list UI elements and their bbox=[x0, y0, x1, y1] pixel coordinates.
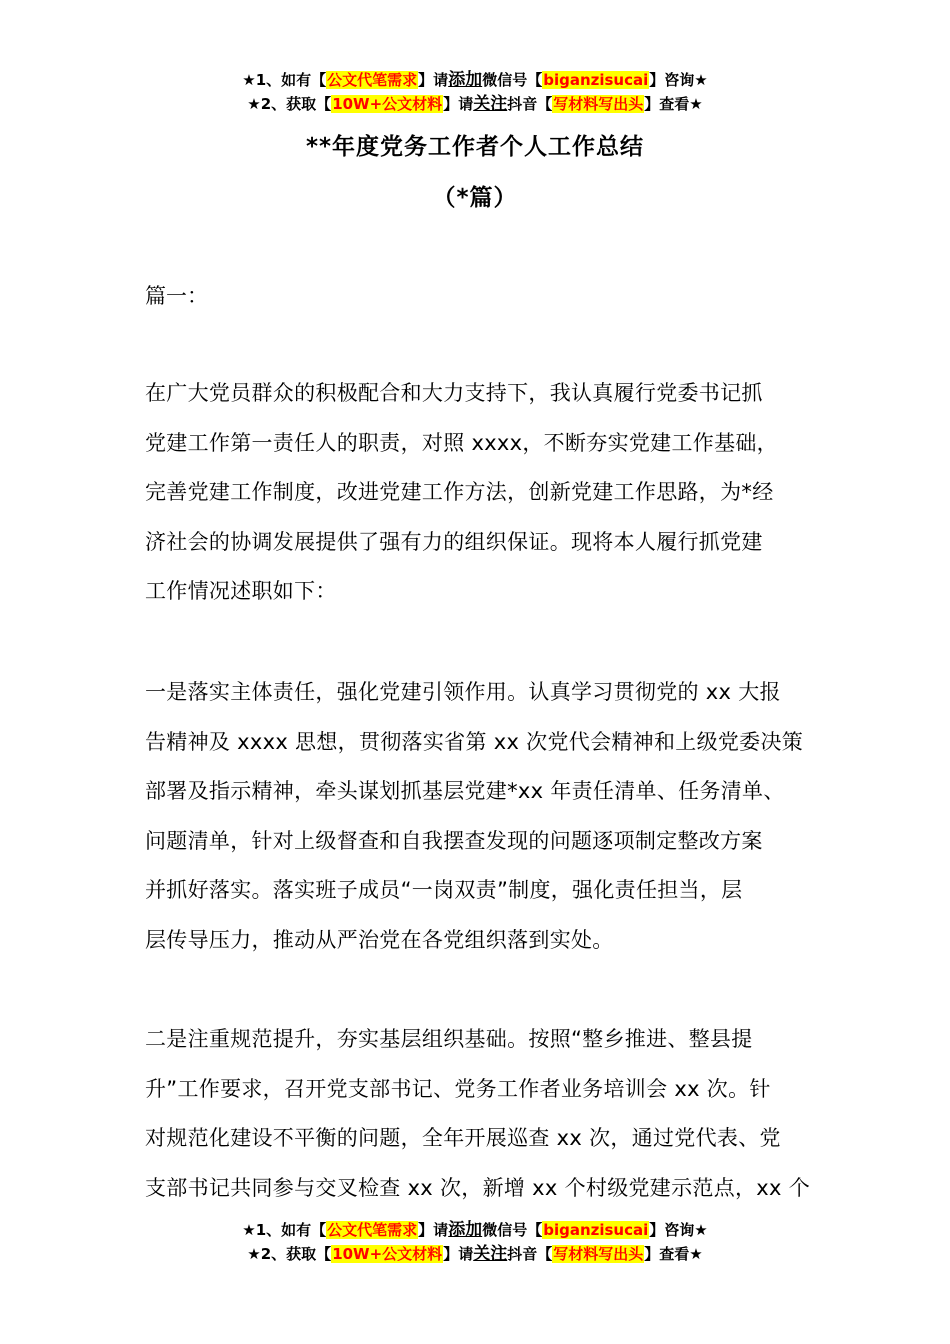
banner-highlight-service: 公文代笔需求 bbox=[327, 1221, 418, 1239]
paragraph-2 bbox=[145, 668, 810, 965]
banner-highlight-materials: 10W+公文材料 bbox=[332, 1245, 443, 1263]
banner-line-2 bbox=[0, 92, 950, 116]
banner-line-1-suffix: 】咨询★ bbox=[649, 1221, 708, 1239]
banner-line-1-prefix: ★1、如有【 bbox=[242, 71, 327, 89]
paragraph-line: 层传导压力，推动从严治党在各党组织落到实处。 bbox=[145, 927, 614, 952]
banner-line-1-prefix: ★1、如有【 bbox=[242, 1221, 327, 1239]
section-label: 篇一： bbox=[145, 284, 208, 308]
bottom-banner bbox=[0, 1218, 950, 1266]
banner-line-2-prefix: ★2、获取【 bbox=[247, 1245, 332, 1263]
banner-line-2-suffix: 】查看★ bbox=[644, 95, 703, 113]
document-subtitle: （*篇） bbox=[432, 185, 518, 211]
banner-line-2-mid1: 】请 bbox=[443, 95, 474, 113]
paragraph-line: 在广大党员群众的积极配合和大力支持下，我认真履行党委书记抓 bbox=[145, 381, 763, 405]
banner-line-2-mid2: 抖音【 bbox=[507, 95, 553, 113]
paragraph-line: 并抓好落实。落实班子成员“一岗双责”制度，强化责任担当，层 bbox=[145, 878, 743, 902]
banner-line-1-mid1: 】请 bbox=[418, 71, 449, 89]
banner-line-1-mid1: 】请 bbox=[418, 1221, 449, 1239]
banner-highlight-service: 公文代笔需求 bbox=[327, 71, 418, 89]
paragraph-3-clip bbox=[140, 1015, 820, 1208]
banner-line-1-mid2: 微信号【 bbox=[482, 1221, 543, 1239]
paragraph-line: 工作情况述职如下： bbox=[145, 579, 337, 603]
banner-highlight-wechat-id: biganzisucai bbox=[543, 1221, 649, 1239]
banner-line-2-prefix: ★2、获取【 bbox=[247, 95, 332, 113]
banner-underline-follow: 关注 bbox=[473, 94, 508, 114]
top-banner bbox=[0, 68, 950, 116]
banner-highlight-douyin-name: 写材料写出头 bbox=[553, 95, 644, 113]
paragraph-line: 二是注重规范提升，夯实基层组织基础。按照“整乡推进、整县提 bbox=[145, 1027, 753, 1051]
paragraph-line: 告精神及 xxxx 思想，贯彻落实省第 xx 次党代会精神和上级党委决策 bbox=[145, 729, 804, 754]
banner-line-1-mid2: 微信号【 bbox=[482, 71, 543, 89]
paragraph-line: 升”工作要求，召开党支部书记、党务工作者业务培训会 xx 次。针 bbox=[145, 1076, 771, 1101]
paragraph-line: 部署及指示精神，牵头谋划抓基层党建*xx 年责任清单、任务清单、 bbox=[145, 779, 785, 803]
paragraph-line: 对规范化建设不平衡的问题，全年开展巡查 xx 次，通过党代表、党 bbox=[145, 1126, 781, 1150]
paragraph-line: 党建工作第一责任人的职责，对照 xxxx，不断夯实党建工作基础， bbox=[145, 430, 778, 455]
banner-line-1 bbox=[0, 1218, 950, 1242]
paragraph-1 bbox=[145, 369, 810, 617]
banner-line-2-mid1: 】请 bbox=[443, 1245, 474, 1263]
banner-underline-follow: 关注 bbox=[473, 1244, 508, 1264]
banner-highlight-materials: 10W+公文材料 bbox=[332, 95, 443, 113]
banner-line-1 bbox=[0, 68, 950, 92]
paragraph-line: 济社会的协调发展提供了强有力的组织保证。现将本人履行抓党建 bbox=[145, 529, 763, 554]
banner-underline-add: 添加 bbox=[448, 1220, 483, 1240]
banner-line-1-suffix: 】咨询★ bbox=[649, 71, 708, 89]
document-title: **年度党务工作者个人工作总结 bbox=[305, 134, 645, 160]
paragraph-line: 问题清单，针对上级督查和自我摆查发现的问题逐项制定整改方案 bbox=[145, 828, 763, 853]
banner-line-2-mid2: 抖音【 bbox=[507, 1245, 553, 1263]
banner-line-2-suffix: 】查看★ bbox=[644, 1245, 703, 1263]
banner-highlight-douyin-name: 写材料写出头 bbox=[553, 1245, 644, 1263]
paragraph-line: 一是落实主体责任，强化党建引领作用。认真学习贯彻党的 xx 大报 bbox=[145, 680, 781, 704]
paragraph-line: 完善党建工作制度，改进党建工作方法，创新党建工作思路，为*经 bbox=[145, 480, 774, 504]
paragraph-3 bbox=[145, 1015, 810, 1208]
paragraph-line: 支部书记共同参与交叉检查 xx 次，新增 xx 个村级党建示范点，xx 个 bbox=[145, 1175, 811, 1200]
banner-highlight-wechat-id: biganzisucai bbox=[543, 71, 649, 89]
banner-line-2 bbox=[0, 1242, 950, 1266]
banner-underline-add: 添加 bbox=[448, 70, 483, 90]
